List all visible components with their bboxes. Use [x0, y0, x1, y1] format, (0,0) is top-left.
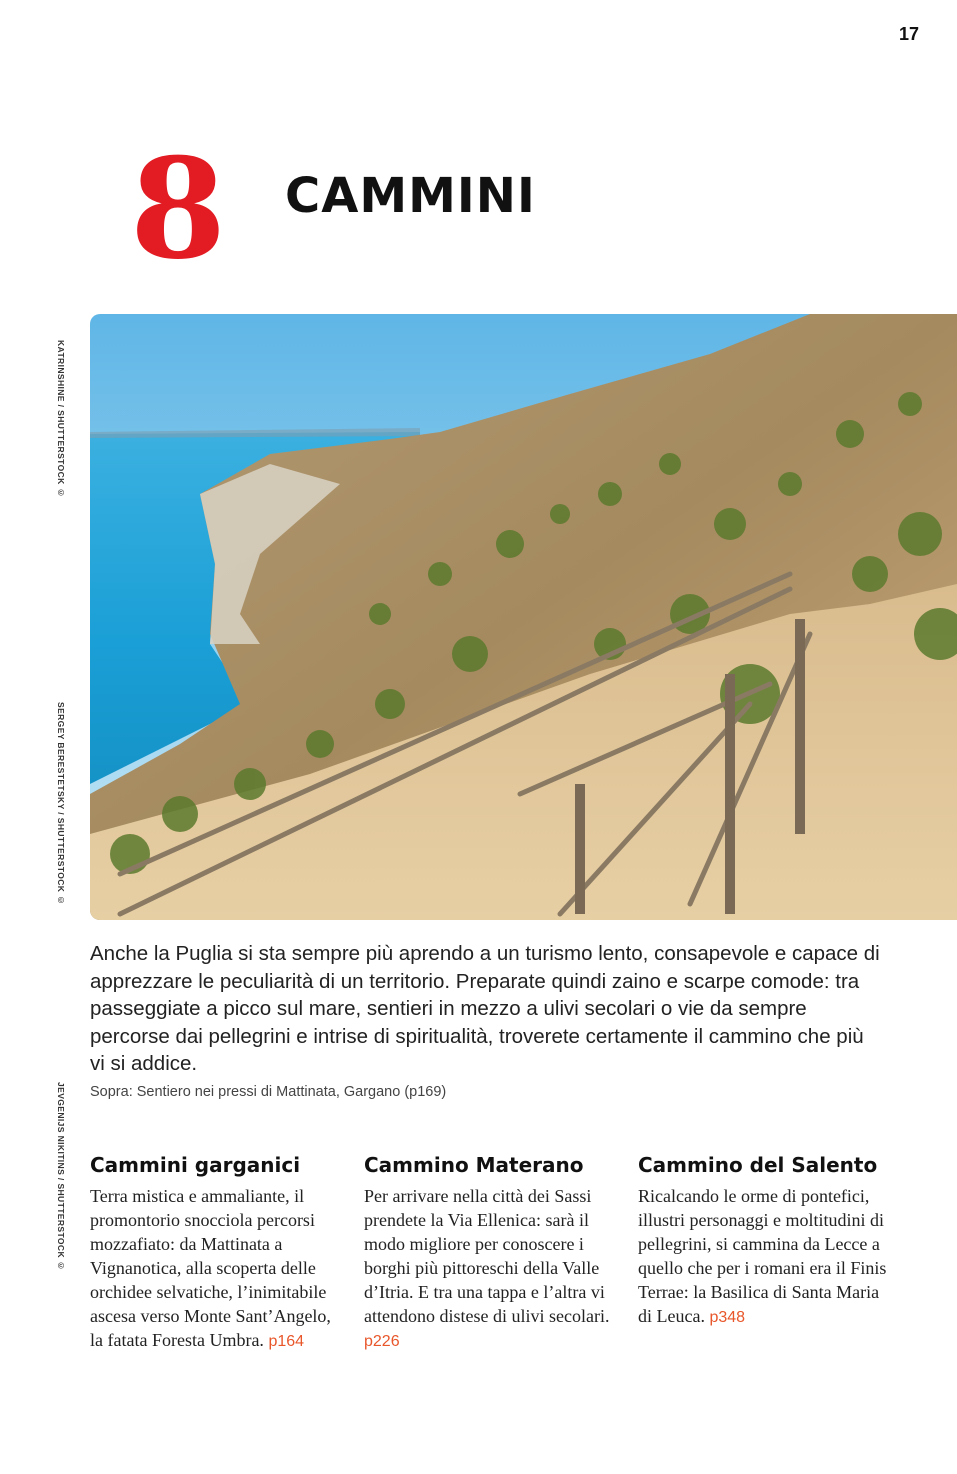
- column-body: Per arrivare nella città dei Sassi prendete la Via Ellenica: sarà il modo migliore per conoscere i borghi più pittoreschi della Valle d’Itria. E tra una tappa e l’altra vi attendono distese di ulivi secolari.: [364, 1186, 610, 1326]
- column-text: [364, 1184, 614, 1354]
- coastal-path-photo: [90, 314, 957, 920]
- column-title: Cammini garganici: [90, 1153, 301, 1177]
- column-body: Ricalcando le orme di pontefici, illustri personaggi e moltitudini di pellegrini, si cammina da Lecce a quello che per i romani era il Finis Terrae: la Basilica di Santa Maria di Leuca.: [638, 1186, 887, 1326]
- column-cammini-garganici: [90, 1152, 340, 1354]
- photo-credit: SERGEY BERESTETSKY / SHUTTERSTOCK ©: [56, 702, 66, 906]
- feature-number: 8: [130, 127, 227, 290]
- column-body: Terra mistica e ammaliante, il promontorio snocciola percorsi mozzafiato: da Mattinata a Vignanotica, alla scoperta delle orchidee selvatiche, l’inimitabile ascesa verso Monte Sant’Angelo, la fatata Foresta Umbra.: [90, 1186, 331, 1350]
- photo-credit: KATRINSHINE / SHUTTERSTOCK ©: [56, 340, 66, 498]
- intro-paragraph: Anche la Puglia si sta sempre più aprendo a un turismo lento, consapevole e capace di apprezzare le peculiarità di un territorio. Preparate quindi zaino e scarpe comode: tra passeggiate a picco sul mare, sentieri in mezzo a ulivi secolari o vie da sempre percorse dai pellegrini e intrise di spiritualità, troverete certamente il cammino che più vi si addice.: [90, 942, 880, 1075]
- page-number: 17: [898, 24, 919, 44]
- section-title: CAMMINI: [285, 168, 536, 224]
- page-ref-link[interactable]: p164: [268, 1333, 305, 1350]
- photo-credit: JEVGENIJS NIKITINS / SHUTTERSTOCK ©: [56, 1082, 66, 1272]
- column-cammino-materano: [364, 1152, 614, 1354]
- column-title: Cammino Materano: [364, 1153, 584, 1177]
- page-ref-link[interactable]: p348: [709, 1309, 746, 1326]
- column-text: [638, 1184, 888, 1330]
- page-ref-link[interactable]: p226: [364, 1333, 400, 1350]
- column-title: Cammino del Salento: [638, 1153, 878, 1177]
- column-text: [90, 1184, 340, 1354]
- photo-caption: Sopra: Sentiero nei pressi di Mattinata, Gargano (p169): [90, 1084, 447, 1100]
- column-cammino-del-salento: [638, 1152, 888, 1330]
